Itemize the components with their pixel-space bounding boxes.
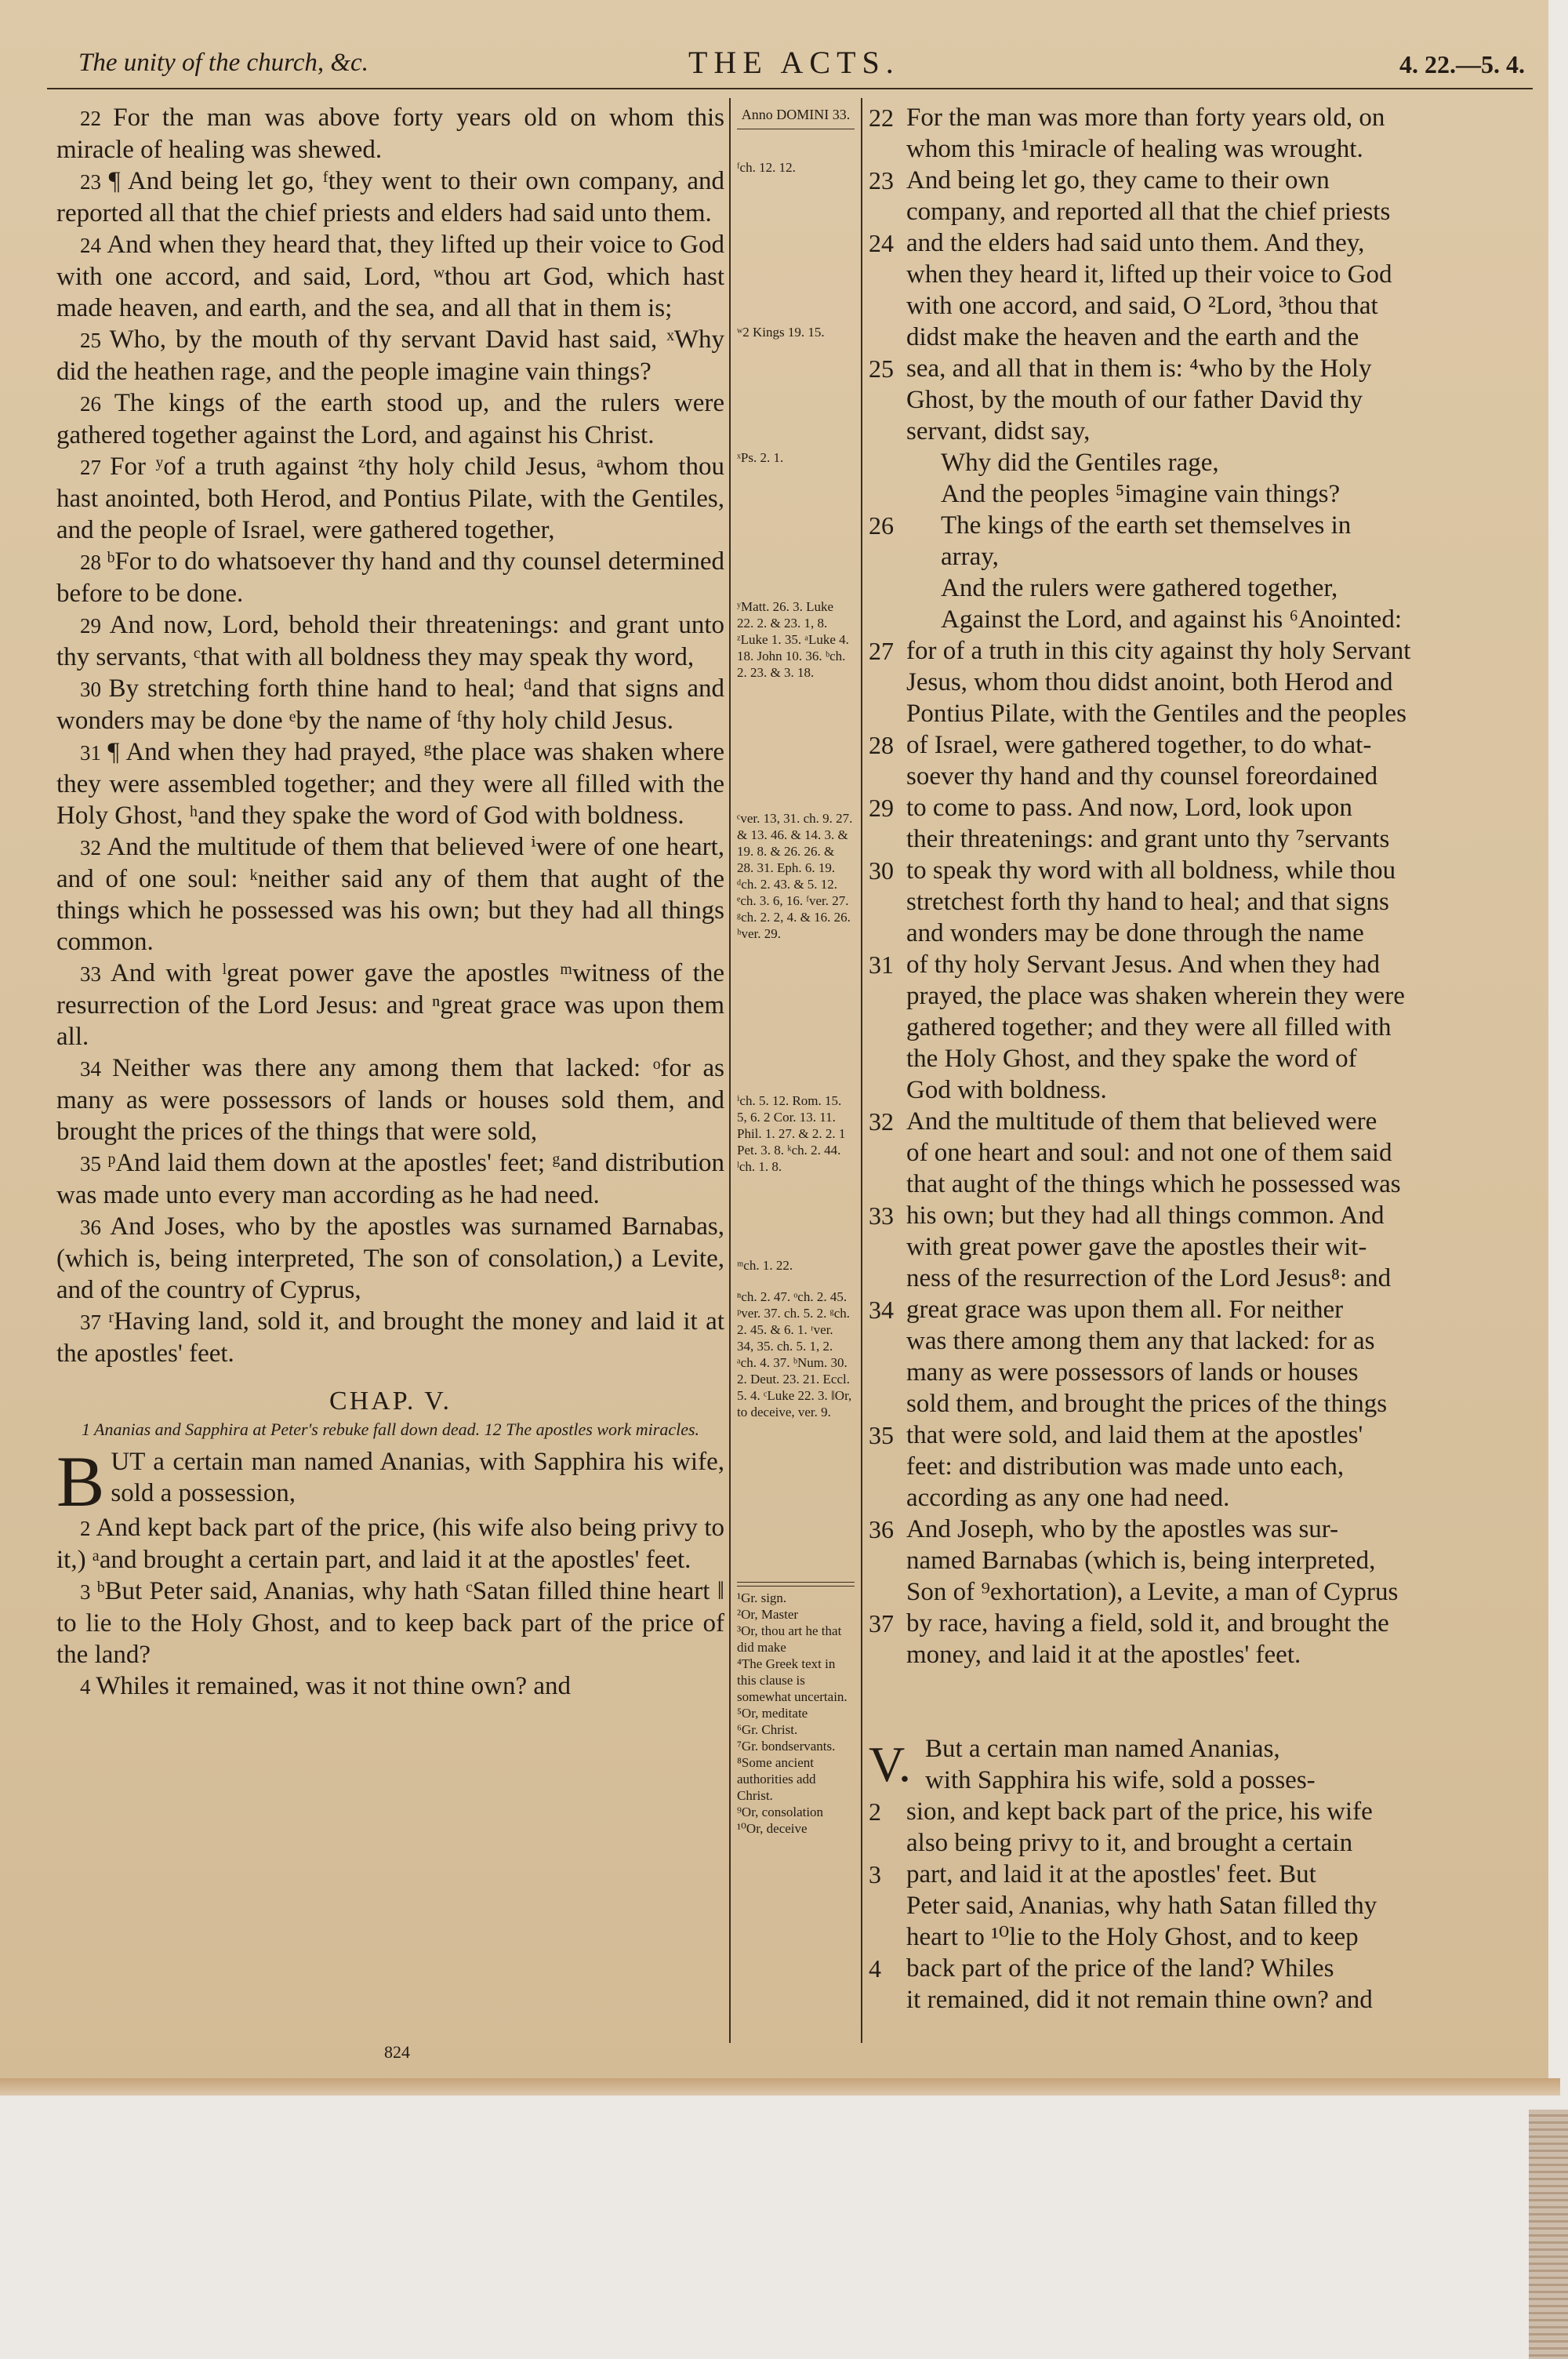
revised-line: [869, 1545, 1529, 1576]
footnote: ²Or, Master: [737, 1607, 799, 1622]
line-text: the Holy Ghost, and they spake the word of: [906, 1045, 1357, 1073]
verse-number: 36: [869, 1515, 894, 1543]
line-text: with great power gave the apostles their wit-: [906, 1233, 1367, 1261]
revised-line: [869, 1043, 1529, 1074]
verse-text: ¶ And when they had prayed, ᵍthe place was shaken where they were assembled together; and they were all filled with the Holy Ghost, ʰand they spake the word of God with boldness.: [56, 738, 724, 830]
verse-number: 27: [869, 637, 894, 665]
verse-number: 31: [80, 741, 108, 765]
line-text: for of a truth in this city against thy holy Servant: [906, 637, 1411, 665]
anno-domini: Anno DOMINI 33.: [741, 107, 851, 122]
line-text: named Barnabas (which is, being interpreted,: [906, 1547, 1376, 1575]
revised-line: [869, 1576, 1529, 1608]
revised-line: [869, 1890, 1529, 1921]
verse-number: 4: [80, 1675, 96, 1699]
marginal-references-column: [737, 102, 855, 2039]
chapter-numeral: V.: [869, 1736, 911, 1792]
line-text: with one accord, and said, O ²Lord, ³thou that: [906, 292, 1378, 320]
line-text: was there among them any that lacked: for as: [906, 1327, 1375, 1355]
verse-number: 35: [869, 1421, 894, 1449]
line-text: God with boldness.: [906, 1076, 1107, 1104]
revised-line: [869, 1200, 1529, 1231]
revised-line: [869, 1921, 1529, 1953]
page-edge: [0, 2078, 1560, 2095]
verse: [56, 609, 724, 673]
line-text: when they heard it, lifted up their voice to God: [906, 260, 1392, 289]
revised-line: [869, 133, 1529, 165]
verse-text: And kept back part of the price, (his wife also being privy to it,) ᵃand brought a certain part, and laid it at the apostles' feet.: [56, 1514, 725, 1574]
line-text: Son of ⁹exhortation), a Levite, a man of Cyprus: [906, 1578, 1399, 1606]
line-text: that were sold, and laid them at the apostles': [906, 1421, 1363, 1449]
line-text: gathered together; and they were all filled with: [906, 1013, 1392, 1041]
line-text: servant, didst say,: [906, 417, 1091, 445]
line-text: Against the Lord, and against his ⁶Anointed:: [941, 605, 1402, 634]
revised-line: [869, 165, 1529, 196]
line-text: And Joseph, who by the apostles was sur-: [906, 1515, 1339, 1543]
revised-line: [869, 1012, 1529, 1043]
line-text: his own; but they had all things common. And: [906, 1201, 1385, 1230]
verse: [56, 324, 724, 387]
verse: [56, 546, 724, 609]
revised-line: [869, 1953, 1529, 1984]
authorized-version-column: [56, 102, 724, 2039]
cross-references: [737, 136, 855, 1571]
line-text: according as any one had need.: [906, 1484, 1230, 1512]
verse-text: ᵇBut Peter said, Ananias, why hath ᶜSatan filled thine heart ‖ to lie to the Holy Ghost, and to keep back part of the price of the land?: [56, 1577, 725, 1669]
revised-line: [869, 886, 1529, 918]
verse-number: 24: [869, 229, 894, 257]
verse: [56, 1576, 724, 1670]
line-text: back part of the price of the land? Whiles: [906, 1954, 1334, 1983]
verse-number: 36: [80, 1216, 111, 1239]
revised-line: [869, 604, 1529, 635]
verse-number: 34: [80, 1057, 113, 1081]
line-text: array,: [941, 543, 999, 571]
line-text: Why did the Gentiles rage,: [941, 449, 1219, 477]
verse-number: 26: [80, 392, 114, 416]
running-head-title: THE ACTS.: [688, 45, 900, 80]
verse-number: 32: [80, 836, 107, 860]
revised-line: [869, 416, 1529, 447]
verse-text: And when they heard that, they lifted up their voice to God with one accord, and said, Lord, ʷthou art God, which hast made heaven, and earth, and the sea, and all that in them is;: [56, 231, 724, 322]
verse: [56, 387, 724, 451]
verse-number: 22: [869, 104, 894, 132]
verse-text: For the man was above forty years old on whom this miracle of healing was shewed.: [56, 104, 725, 164]
verse-number: 24: [80, 234, 107, 257]
revised-acts-5: [869, 1733, 1529, 2016]
revised-line: [869, 1514, 1529, 1545]
line-text: And the rulers were gathered together,: [941, 574, 1338, 602]
verse-text: ʳHaving land, sold it, and brought the money and laid it at the apostles' feet.: [56, 1307, 724, 1368]
verse: [56, 165, 724, 229]
verse-number: 33: [80, 962, 111, 986]
revised-line: [869, 1231, 1529, 1263]
line-text: it remained, did it not remain thine own? and: [906, 1986, 1373, 2014]
revised-line: [869, 353, 1529, 384]
verse-number: 25: [869, 354, 894, 383]
chapter-5-verse-1: [56, 1441, 724, 1521]
revised-line: [869, 572, 1529, 604]
revised-line: [869, 1827, 1529, 1859]
revised-line: [869, 729, 1529, 761]
verse-number: 29: [869, 794, 894, 822]
verse: [56, 831, 724, 958]
line-text: soever thy hand and thy counsel foreordained: [906, 762, 1378, 791]
revised-line: [869, 1137, 1529, 1169]
revised-line: [869, 541, 1529, 572]
line-text: didst make the heaven and the earth and the: [906, 323, 1359, 351]
verse-number: 2: [869, 1797, 881, 1826]
footnote: ⁵Or, meditate: [737, 1706, 808, 1721]
revised-line: [869, 1388, 1529, 1419]
line-text: of one heart and soul: and not one of them said: [906, 1139, 1392, 1167]
revised-line: [869, 635, 1529, 667]
cross-reference: ᵐch. 1. 22.: [737, 1258, 793, 1273]
verse-number: 35: [80, 1152, 108, 1176]
verse-text: By stretching forth thine hand to heal; ᵈand that signs and wonders may be done ᵉby the name of ᶠthy holy child Jesus.: [56, 674, 725, 735]
verse-text: ᵖAnd laid them down at the apostles' feet; ᵍand distribution was made unto every man according as he had need.: [56, 1149, 725, 1209]
footnote: ⁹Or, consolation: [737, 1805, 824, 1819]
page-number: 824: [384, 2042, 410, 2062]
footnote: ¹Gr. sign.: [737, 1590, 787, 1605]
revised-line: [869, 1451, 1529, 1482]
verse: [56, 451, 724, 546]
revised-line: [869, 1169, 1529, 1200]
line-text: And the multitude of them that believed were: [906, 1107, 1377, 1136]
verse-number: 2: [80, 1517, 96, 1540]
verse-number: 23: [869, 166, 894, 194]
chapter-summary: 1 Ananias and Sapphira at Peter's rebuke fall down dead. 12 The apostles work miracles.: [81, 1419, 700, 1439]
verse-text: And the multitude of them that believed ⁱwere of one heart, and of one soul: ᵏneither said any of them that aught of the things which he possessed was his own; but they had all things common.: [56, 833, 725, 956]
revised-line: [869, 1419, 1529, 1451]
verse: [56, 1147, 724, 1211]
line-text: ness of the resurrection of the Lord Jesus⁸: and: [906, 1264, 1392, 1292]
line-text: Pontius Pilate, with the Gentiles and the peoples: [906, 700, 1406, 728]
line-text: with Sapphira his wife, sold a posses-: [924, 1766, 1316, 1794]
revised-line: [869, 1325, 1529, 1357]
line-text: For the man was more than forty years old, on: [906, 104, 1385, 132]
verse-text: The kings of the earth stood up, and the rulers were gathered together against the Lord, and against his Christ.: [56, 389, 725, 449]
revised-line: [869, 1357, 1529, 1388]
verse-number: 27: [80, 456, 111, 479]
verse-number: 4: [869, 1954, 881, 1983]
line-text: of Israel, were gathered together, to do what-: [906, 731, 1372, 759]
verse: [56, 958, 724, 1052]
verse-text: ¶ And being let go, ᶠthey went to their own company, and reported all that the chief priests and elders had said unto them.: [56, 167, 725, 227]
verse-text: Who, by the mouth of thy servant David hast said, ˣWhy did the heathen rage, and the people imagine vain things?: [56, 325, 725, 386]
line-text: But a certain man named Ananias,: [924, 1735, 1280, 1763]
revised-line: [869, 1859, 1529, 1890]
footnote: ⁶Gr. Christ.: [737, 1722, 798, 1737]
verse-number: 37: [80, 1310, 108, 1334]
footnote: ⁴The Greek text in this clause is somewhat uncertain.: [737, 1656, 848, 1704]
verse-number: 30: [80, 678, 109, 701]
footnote: ⁷Gr. bondservants.: [737, 1739, 836, 1754]
revised-line: [869, 1639, 1529, 1670]
verse-number: 23: [80, 170, 109, 194]
verse-text: UT a certain man named Ananias, with Sapphira his wife, sold a possession,: [111, 1448, 724, 1507]
revised-line: [869, 792, 1529, 823]
revised-line: [869, 1263, 1529, 1294]
revised-line: [869, 1733, 1529, 1765]
line-text: to speak thy word with all boldness, while thou: [906, 856, 1396, 885]
cross-reference: ʷ2 Kings 19. 15.: [737, 325, 825, 340]
revised-line: [869, 823, 1529, 855]
footnote: ³Or, thou art he that did make: [737, 1623, 842, 1655]
line-text: And being let go, they came to their own: [906, 166, 1330, 194]
verse-number: 25: [80, 329, 110, 352]
verse-number: 28: [869, 731, 894, 759]
verse-text: And with ˡgreat power gave the apostles ᵐwitness of the resurrection of the Lord Jesus: and ⁿgreat grace was upon them all.: [56, 959, 724, 1051]
page-header: [0, 0, 1548, 94]
revised-line: [869, 918, 1529, 949]
revised-line: [869, 980, 1529, 1012]
revised-line: [869, 322, 1529, 353]
revised-footnotes: [737, 1590, 855, 1837]
footnote: ¹⁰Or, deceive: [737, 1821, 808, 1836]
verse-number: 3: [80, 1580, 97, 1604]
line-text: of thy holy Servant Jesus. And when they had: [906, 951, 1381, 979]
acts-5-verses: [56, 1512, 724, 1703]
revised-line: [869, 1294, 1529, 1325]
revised-line: [869, 384, 1529, 416]
verse: [56, 1211, 724, 1306]
revised-acts-4: [869, 102, 1529, 1670]
verse: [56, 736, 724, 831]
verse-number: 34: [869, 1296, 894, 1324]
drop-cap: B: [56, 1441, 105, 1521]
line-text: The kings of the earth set themselves in: [941, 511, 1352, 540]
chapter-title: CHAP. V.: [329, 1387, 452, 1416]
revised-line: [869, 1608, 1529, 1639]
verse-text: Whiles it remained, was it not thine own? and: [96, 1672, 572, 1700]
footnote: ⁸Some ancient authorities add Christ.: [737, 1755, 816, 1803]
verse-number: 22: [80, 107, 114, 130]
line-text: many as were possessors of lands or houses: [906, 1358, 1359, 1387]
line-text: Ghost, by the mouth of our father David thy: [906, 386, 1363, 414]
line-text: by race, having a field, sold it, and brought the: [906, 1609, 1389, 1637]
revised-line: [869, 698, 1529, 729]
revised-line: [869, 1074, 1529, 1106]
revised-line: [869, 227, 1529, 259]
cross-reference: ᶜver. 13, 31. ch. 9. 27. & 13. 46. & 14. 3. & 19. 8. & 26. 26. & 28. 31. Eph. 6. 19. ᵈch. 2. 43. & 5. 12. ᵉch. 3. 6, 16. ᶠver. 27. ᵍch. 2. 2, 4. & 16. 26. ʰver. 29.: [737, 811, 853, 941]
footnote-rule-double: [737, 1586, 855, 1587]
line-text: money, and laid it at the apostles' feet.: [906, 1641, 1301, 1669]
revised-line: [869, 510, 1529, 541]
verse-text: And Joses, who by the apostles was surnamed Barnabas, (which is, being interpreted, The son of consolation,) a Levite, and of the country of Cyprus,: [56, 1212, 725, 1304]
verse: [56, 1512, 724, 1576]
verse: [56, 102, 724, 165]
revised-line: [869, 102, 1529, 133]
line-text: sion, and kept back part of the price, his wife: [906, 1797, 1373, 1826]
line-text: prayed, the place was shaken wherein they were: [906, 982, 1405, 1010]
line-text: Peter said, Ananias, why hath Satan filled thy: [906, 1892, 1377, 1920]
line-text: sold them, and brought the prices of the things: [906, 1390, 1388, 1418]
verse-number: 30: [869, 856, 894, 885]
line-text: great grace was upon them all. For neither: [906, 1296, 1344, 1324]
acts-4-verses: [56, 102, 724, 1369]
running-head-left: The unity of the church, &c.: [78, 49, 368, 77]
verse: [56, 1670, 724, 1703]
verse-number: 26: [869, 511, 894, 540]
line-text: heart to ¹⁰lie to the Holy Ghost, and to keep: [906, 1923, 1359, 1951]
revised-line: [869, 196, 1529, 227]
line-text: And the peoples ⁵imagine vain things?: [941, 480, 1341, 508]
verse-number: 37: [869, 1609, 894, 1637]
revised-line: [869, 1106, 1529, 1137]
line-text: their threatenings: and grant unto thy ⁷servants: [906, 825, 1390, 853]
verse-text: For ʸof a truth against ᶻthy holy child Jesus, ᵃwhom thou hast anointed, both Herod, and Pontius Pilate, with the Gentiles, and the people of Israel, were gathered together,: [56, 453, 724, 544]
revised-line: [869, 855, 1529, 886]
revised-line: [869, 447, 1529, 478]
revised-line: [869, 667, 1529, 698]
revised-line: [869, 1796, 1529, 1827]
line-text: whom this ¹miracle of healing was wrought.: [906, 135, 1363, 163]
line-text: Jesus, whom thou didst anoint, both Herod and: [906, 668, 1393, 696]
verse: [56, 229, 724, 324]
line-text: feet: and distribution was made unto each,: [906, 1452, 1345, 1481]
verse-number: 31: [869, 951, 894, 979]
line-text: stretchest forth thy hand to heal; and that signs: [906, 888, 1389, 916]
verse-number: 33: [869, 1201, 894, 1230]
chapter-gap: [869, 1670, 1529, 1733]
line-text: that aught of the things which he possessed was: [906, 1170, 1401, 1198]
line-text: sea, and all that in them is: ⁴who by the Holy: [906, 354, 1372, 383]
verse: [56, 1052, 724, 1147]
cross-reference: ʸMatt. 26. 3. Luke 22. 2. & 23. 1, 8. ᶻLuke 1. 35. ᵃLuke 4. 18. John 10. 36. ᵇch. 2. 23. & 3. 18.: [737, 599, 849, 680]
revised-line: [869, 1984, 1529, 2016]
verse-number: 28: [80, 551, 107, 574]
line-text: also being privy to it, and brought a certain: [906, 1829, 1353, 1857]
verse-number: 32: [869, 1107, 894, 1136]
footnote-rule: [737, 1582, 855, 1583]
line-text: part, and laid it at the apostles' feet. But: [906, 1860, 1316, 1888]
revised-line: [869, 290, 1529, 322]
line-text: to come to pass. And now, Lord, look upon: [906, 794, 1352, 822]
verse-text: Neither was there any among them that lacked: ᵒfor as many as were possessors of lands or houses sold them, and brought the prices of the things that were sold,: [56, 1054, 724, 1146]
verse-number: 3: [869, 1860, 881, 1888]
line-text: and wonders may be done through the name: [906, 919, 1364, 947]
verse: [56, 1306, 724, 1369]
running-head-reference: 4. 22.—5. 4.: [1399, 50, 1525, 78]
header-rule: [47, 88, 1533, 89]
verse: [56, 673, 724, 736]
revised-line: [869, 761, 1529, 792]
revised-version-column: [869, 102, 1529, 2039]
cross-reference: ⁿch. 2. 47. ᵒch. 2. 45. ᵖver. 37. ch. 5. 2. ᵍch. 2. 45. & 6. 1. ʳver. 34, 35. ch. 5. 1, 2. ᵃch. 4. 37. ᵇNum. 30. 2. Deut. 23. 21. Eccl. 5. 4. ᶜLuke 22. 3. ‖Or, to deceive, ver. 9.: [737, 1289, 852, 1419]
revised-line: [869, 1765, 1529, 1796]
revised-line: [869, 949, 1529, 980]
column-rule-left: [729, 98, 731, 2043]
revised-line: [869, 1482, 1529, 1514]
revised-line: [869, 259, 1529, 290]
column-rule-right: [861, 98, 862, 2043]
page-corner: [1529, 2110, 1568, 2359]
revised-acts-5-lines: [869, 1733, 1529, 2016]
verse-text: ᵇFor to do whatsoever thy hand and thy counsel determined before to be done.: [56, 547, 725, 608]
cross-reference: ⁱch. 5. 12. Rom. 15. 5, 6. 2 Cor. 13. 11. Phil. 1. 27. & 2. 2. 1 Pet. 3. 8. ᵏch. 2. 44. ˡch. 1. 8.: [737, 1093, 846, 1174]
line-text: and the elders had said unto them. And they,: [906, 229, 1365, 257]
verse-number: 29: [80, 614, 110, 638]
revised-line: [869, 478, 1529, 510]
verse-text: And now, Lord, behold their threatenings: and grant unto thy servants, ᶜthat with all boldness they may speak thy word,: [56, 611, 724, 671]
cross-reference: ˣPs. 2. 1.: [737, 450, 784, 465]
cross-reference: ᶠch. 12. 12.: [737, 160, 796, 175]
line-text: company, and reported all that the chief priests: [906, 198, 1391, 226]
